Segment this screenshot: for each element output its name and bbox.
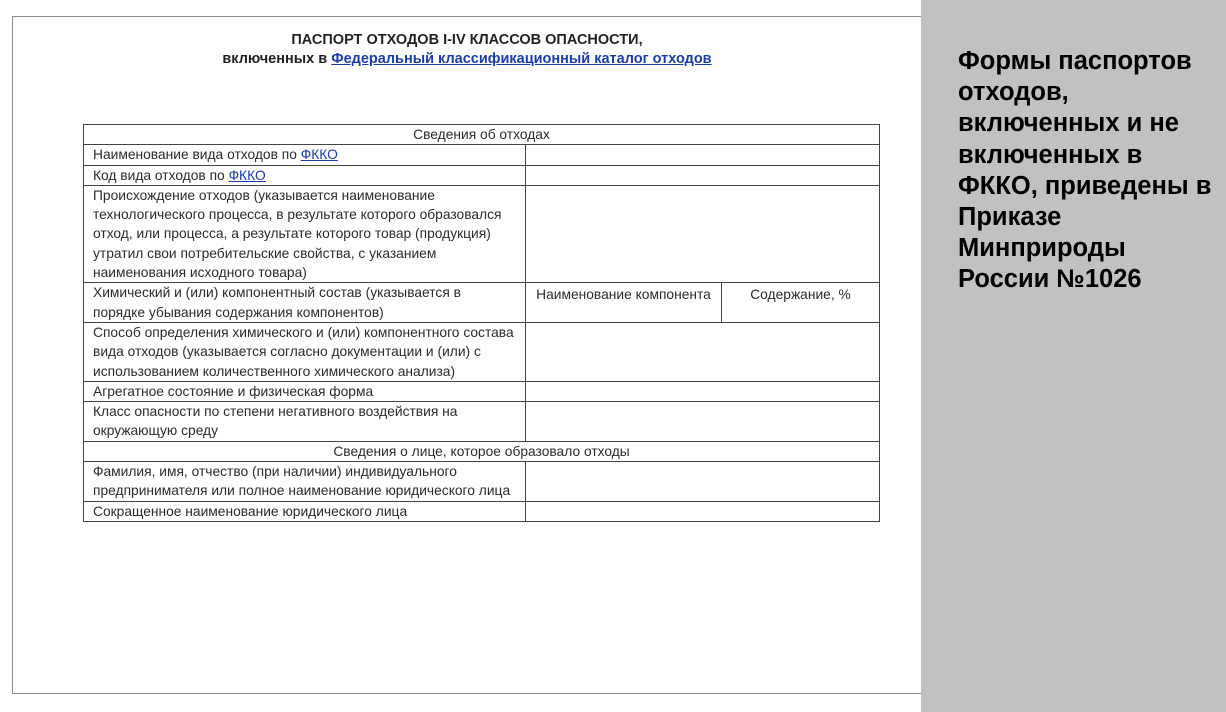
table-row xyxy=(84,402,880,442)
row-label xyxy=(84,145,526,165)
row-label: Химический и (или) компонентный состав (указывается в порядке убывания содержания компонентов) xyxy=(84,283,526,323)
table-row xyxy=(84,381,880,401)
value-cell[interactable] xyxy=(526,322,880,381)
content-percent-header: Содержание, % xyxy=(722,283,880,323)
fkko-link[interactable]: ФККО xyxy=(228,167,266,183)
fkko-link[interactable]: ФККО xyxy=(300,147,338,163)
table-row xyxy=(84,185,880,282)
row-label: Класс опасности по степени негативного воздействия на окружающую среду xyxy=(84,402,526,442)
row-label: Сокращенное наименование юридического лица xyxy=(84,501,526,521)
title-line-2 xyxy=(13,50,921,69)
sidebar-note: Формы паспортов отходов, включенных и не включенных в ФККО, приведены в Приказе Минприроды России №1026 xyxy=(958,47,1212,294)
row-label: Происхождение отходов (указывается наименование технологического процесса, в результате которого образовался отход, или процесса, а результате которого товар (продукция) утратил свои потребительские свойства, с указанием наименования исходного товара) xyxy=(84,185,526,282)
value-cell[interactable] xyxy=(526,185,880,282)
fkko-catalog-link[interactable]: Федеральный классификационный каталог отходов xyxy=(331,51,712,67)
table-row xyxy=(84,441,880,461)
value-cell[interactable] xyxy=(526,145,880,165)
component-name-header: Наименование компонента xyxy=(526,283,722,323)
value-cell[interactable] xyxy=(526,462,880,502)
row-label-text: Код вида отходов по xyxy=(93,167,229,183)
table-row xyxy=(84,165,880,185)
value-cell[interactable] xyxy=(526,501,880,521)
value-cell[interactable] xyxy=(526,402,880,442)
row-label: Агрегатное состояние и физическая форма xyxy=(84,381,526,401)
title-line-1: ПАСПОРТ ОТХОДОВ I-IV КЛАССОВ ОПАСНОСТИ, xyxy=(291,32,643,48)
section-header: Сведения об отходах xyxy=(84,125,880,145)
value-cell[interactable] xyxy=(526,165,880,185)
table-row xyxy=(84,501,880,521)
title-prefix: включенных в xyxy=(222,51,332,67)
value-cell[interactable] xyxy=(526,381,880,401)
row-label xyxy=(84,165,526,185)
row-label-text: Наименование вида отходов по xyxy=(93,147,301,163)
table-row xyxy=(84,283,880,323)
waste-passport-table xyxy=(83,124,880,522)
section-header: Сведения о лице, которое образовало отходы xyxy=(84,441,880,461)
document-title xyxy=(13,31,921,69)
table-row xyxy=(84,125,880,145)
table-row xyxy=(84,145,880,165)
table-row xyxy=(84,462,880,502)
row-label: Фамилия, имя, отчество (при наличии) индивидуального предпринимателя или полное наименование юридического лица xyxy=(84,462,526,502)
row-label: Способ определения химического и (или) компонентного состава вида отходов (указывается согласно документации и (или) с использованием количественного химического анализа) xyxy=(84,322,526,381)
document-page xyxy=(12,16,921,694)
table-row xyxy=(84,322,880,381)
info-sidebar xyxy=(921,0,1226,712)
